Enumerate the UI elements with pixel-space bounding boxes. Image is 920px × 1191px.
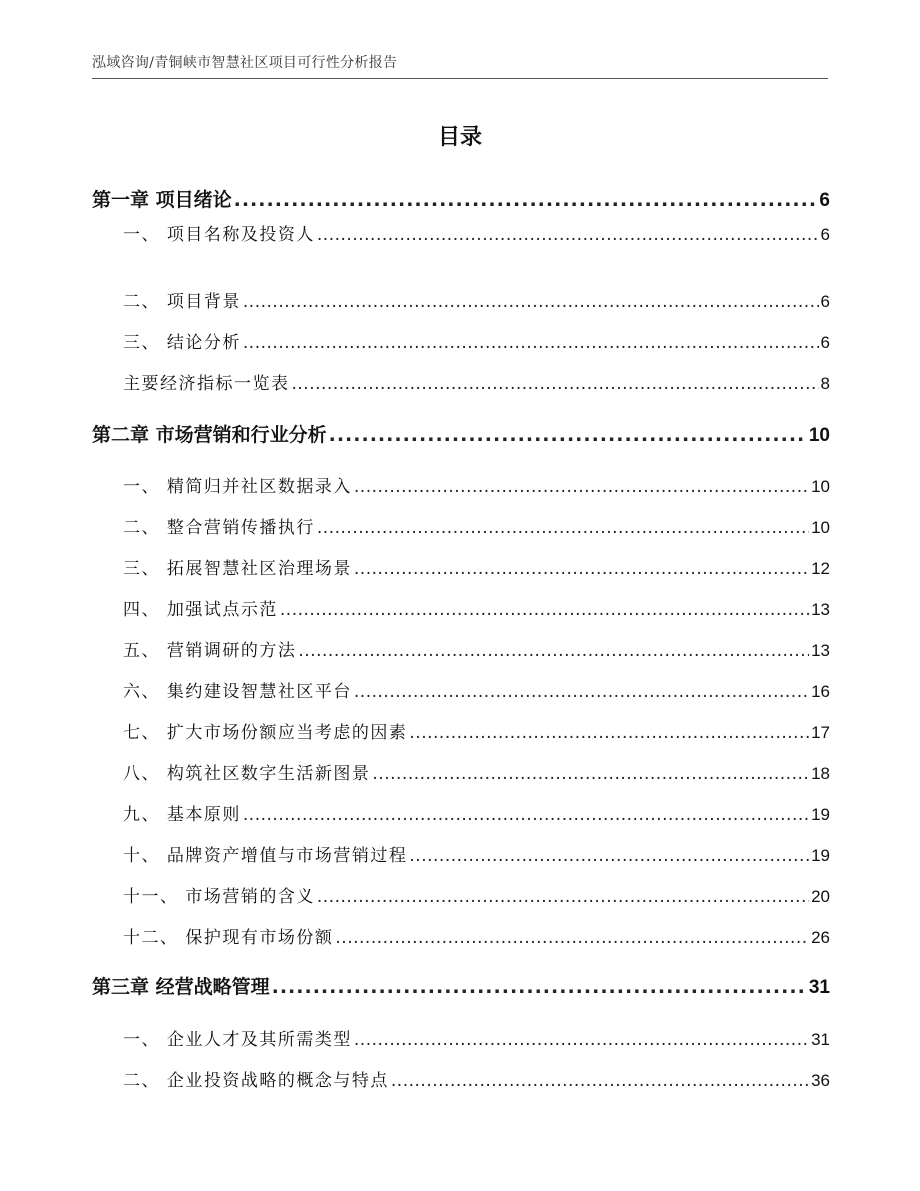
toc-section-entry[interactable] [123, 636, 830, 661]
toc-entry-label: 一、 精简归并社区数据录入 [123, 477, 352, 497]
dot-leader [234, 189, 818, 211]
toc-entry-label: 第三章 经营战略管理 [92, 976, 270, 998]
toc-page-number: 8 [820, 374, 830, 393]
dot-leader [409, 723, 809, 743]
toc-section-entry[interactable] [123, 759, 830, 784]
toc-page-number: 16 [811, 682, 830, 701]
toc-page-number: 10 [808, 425, 830, 446]
toc-entry-label: 二、 企业投资战略的概念与特点 [123, 1071, 389, 1091]
toc-section-entry[interactable] [123, 1025, 830, 1050]
toc-page-number: 31 [811, 1030, 830, 1049]
dot-leader [354, 682, 809, 702]
toc-chapter-entry[interactable] [92, 185, 830, 212]
toc-section-entry[interactable] [123, 718, 830, 743]
toc-entry-label: 一、 企业人才及其所需类型 [123, 1030, 352, 1050]
running-header: 泓域咨询/青铜峡市智慧社区项目可行性分析报告 [92, 55, 398, 71]
toc-page-number: 6 [820, 292, 830, 311]
dot-leader [354, 477, 809, 497]
toc-chapter-entry[interactable] [92, 420, 830, 447]
dot-leader [391, 1071, 809, 1091]
dot-leader [354, 1030, 809, 1050]
toc-entry-label: 一、 项目名称及投资人 [123, 225, 315, 245]
toc-page-number: 10 [811, 477, 830, 496]
toc-entry-label: 第二章 市场营销和行业分析 [92, 424, 327, 446]
toc-section-entry[interactable] [123, 369, 830, 394]
dot-leader [243, 333, 819, 353]
toc-entry-label: 三、 拓展智慧社区治理场景 [123, 559, 352, 579]
toc-page-number: 17 [811, 723, 830, 742]
toc-section-entry[interactable] [123, 800, 830, 825]
dot-leader [372, 764, 809, 784]
dot-leader [409, 846, 809, 866]
toc-entry-label: 十、 品牌资产增值与市场营销过程 [123, 846, 408, 866]
toc-section-entry[interactable] [123, 554, 830, 579]
toc-section-entry[interactable] [123, 287, 830, 312]
dot-leader [317, 887, 809, 907]
toc-section-entry[interactable] [123, 1066, 830, 1091]
dot-leader [280, 600, 809, 620]
toc-page-number: 6 [820, 333, 830, 352]
toc-entry-label: 四、 加强试点示范 [123, 600, 278, 620]
toc-page-number: 6 [819, 190, 830, 211]
toc-page-number: 13 [811, 641, 830, 660]
toc-entry-label: 主要经济指标一览表 [123, 374, 290, 394]
dot-leader [243, 805, 809, 825]
toc-entry-label: 五、 营销调研的方法 [123, 641, 297, 661]
header-divider [92, 78, 828, 79]
toc-section-entry[interactable] [123, 472, 830, 497]
toc-title: 目录 [437, 125, 482, 150]
dot-leader [317, 225, 819, 245]
toc-chapter-entry[interactable] [92, 972, 830, 999]
toc-page-number: 19 [811, 805, 830, 824]
toc-section-entry[interactable] [123, 220, 830, 245]
toc-entry-label: 二、 整合营销传播执行 [123, 518, 315, 538]
dot-leader [317, 518, 809, 538]
toc-entry-label: 第一章 项目绪论 [92, 189, 232, 211]
toc-page-number: 20 [811, 887, 830, 906]
toc-section-entry[interactable] [123, 513, 830, 538]
dot-leader [243, 292, 819, 312]
toc-section-entry[interactable] [123, 841, 830, 866]
toc-section-entry[interactable] [123, 595, 830, 620]
toc-page-number: 6 [820, 225, 830, 244]
toc-entry-label: 十一、 市场营销的含义 [123, 887, 315, 907]
toc-page-number: 31 [808, 977, 830, 998]
toc-entry-label: 七、 扩大市场份额应当考虑的因素 [123, 723, 408, 743]
toc-entry-label: 八、 构筑社区数字生活新图景 [123, 764, 371, 784]
toc-page-number: 19 [811, 846, 830, 865]
toc-entry-label: 三、 结论分析 [123, 333, 241, 353]
toc-entry-label: 十二、 保护现有市场份额 [123, 928, 334, 948]
toc-section-entry[interactable] [123, 328, 830, 353]
toc-section-entry[interactable] [123, 677, 830, 702]
dot-leader [298, 641, 809, 661]
dot-leader [272, 976, 807, 998]
toc-page-number: 18 [811, 764, 830, 783]
toc-page-number: 36 [811, 1071, 830, 1090]
toc-entry-label: 六、 集约建设智慧社区平台 [123, 682, 352, 702]
dot-leader [335, 928, 809, 948]
dot-leader [329, 424, 807, 446]
toc-page-number: 12 [811, 559, 830, 578]
dot-leader [354, 559, 809, 579]
dot-leader [292, 374, 819, 394]
toc-page-number: 26 [811, 928, 830, 947]
toc-entry-label: 九、 基本原则 [123, 805, 241, 825]
toc-entry-label: 二、 项目背景 [123, 292, 241, 312]
toc-page-number: 10 [811, 518, 830, 537]
toc-section-entry[interactable] [123, 882, 830, 907]
toc-section-entry[interactable] [123, 923, 830, 948]
toc-page-number: 13 [811, 600, 830, 619]
